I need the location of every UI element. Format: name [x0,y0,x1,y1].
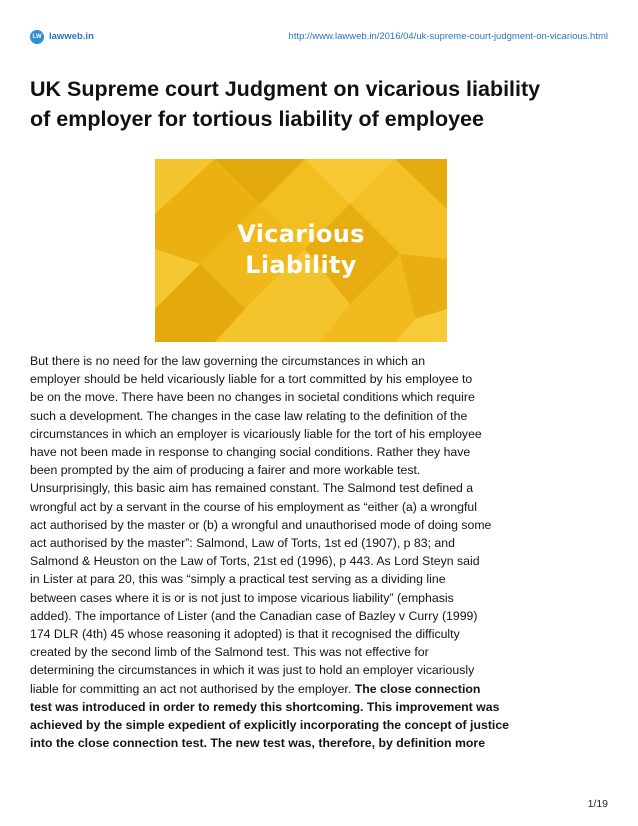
article-title [30,74,615,134]
body-line: wrongful act by a servant in the course of his employment as “either (a) a wrongful [30,499,477,514]
body-line: created by the second limb of the Salmond test. This was not effective for [30,645,429,660]
body-line: But there is no need for the law governing the circumstances in which an [30,354,426,368]
article-title-line-1: UK Supreme court Judgment on vicarious liability [30,77,541,101]
body-line-bold: achieved by the simple expedient of explicitly incorporating the concept of justice [30,718,510,733]
body-line: added). The importance of Lister (and the Canadian case of Bazley v Curry (1999) [30,608,478,623]
lawweb-logo-icon: LW [30,30,44,44]
body-line: employer should be held vicariously liable for a tort committed by his employee to [30,372,473,387]
body-line: determining the circumstances in which it was just to hold an employer vicariously [30,663,475,678]
body-line: have not been made in response to changing social conditions. Rather they have [30,445,471,460]
article-title-line-2: of employer for tortious liability of employee [30,107,484,131]
article-body [30,352,610,752]
hero-caption-line-1: Vicarious [237,220,365,248]
body-line: act authorised by the master”: Salmond, Law of Torts, 1st ed (1907), p 83; and [30,536,455,551]
body-line-bold: test was introduced in order to remedy this shortcoming. This improvement was [30,699,500,714]
body-line: between cases where it is or is not just to impose vicarious liability” (emphasis [30,590,454,605]
body-line: such a development. The changes in the case law relating to the definition of the [30,408,468,423]
body-line: Unsurprisingly, this basic aim has remained constant. The Salmond test defined a [30,481,474,496]
page-number: 1/19 [587,798,608,810]
body-line-mixed [30,680,610,698]
body-line: in Lister at para 20, this was “simply a practical test serving as a dividing line [30,572,446,587]
page-header [30,28,608,46]
body-line: Salmond & Heuston on the Law of Torts, 21st ed (1996), p 443. As Lord Steyn said [30,554,480,569]
body-line-bold: into the close connection test. The new test was, therefore, by definition more [30,736,486,751]
body-line-bold-part: The close connection [354,681,481,696]
body-line: circumstances in which an employer is vicariously liable for the tort of his employee [30,426,482,441]
site-brand[interactable] [30,28,94,46]
body-line: be on the move. There have been no changes in societal conditions which require [30,390,475,405]
body-line: 174 DLR (4th) 45 whose reasoning it adopted) is that it recognised the difficulty [30,627,460,642]
hero-image [155,159,447,342]
hero-caption-line-2: Liability [245,251,357,279]
body-line-normal-part: liable for committing an act not authorised by the employer. [30,681,355,696]
site-name[interactable]: lawweb.in [49,31,94,42]
body-line: been prompted by the aim of producing a fairer and more workable test. [30,463,421,478]
body-line: act authorised by the master or (b) a wrongful and unauthorised mode of doing some [30,517,492,532]
hero-caption [155,219,447,281]
page-url[interactable]: http://www.lawweb.in/2016/04/uk-supreme-court-judgment-on-vicarious.html [288,31,608,42]
